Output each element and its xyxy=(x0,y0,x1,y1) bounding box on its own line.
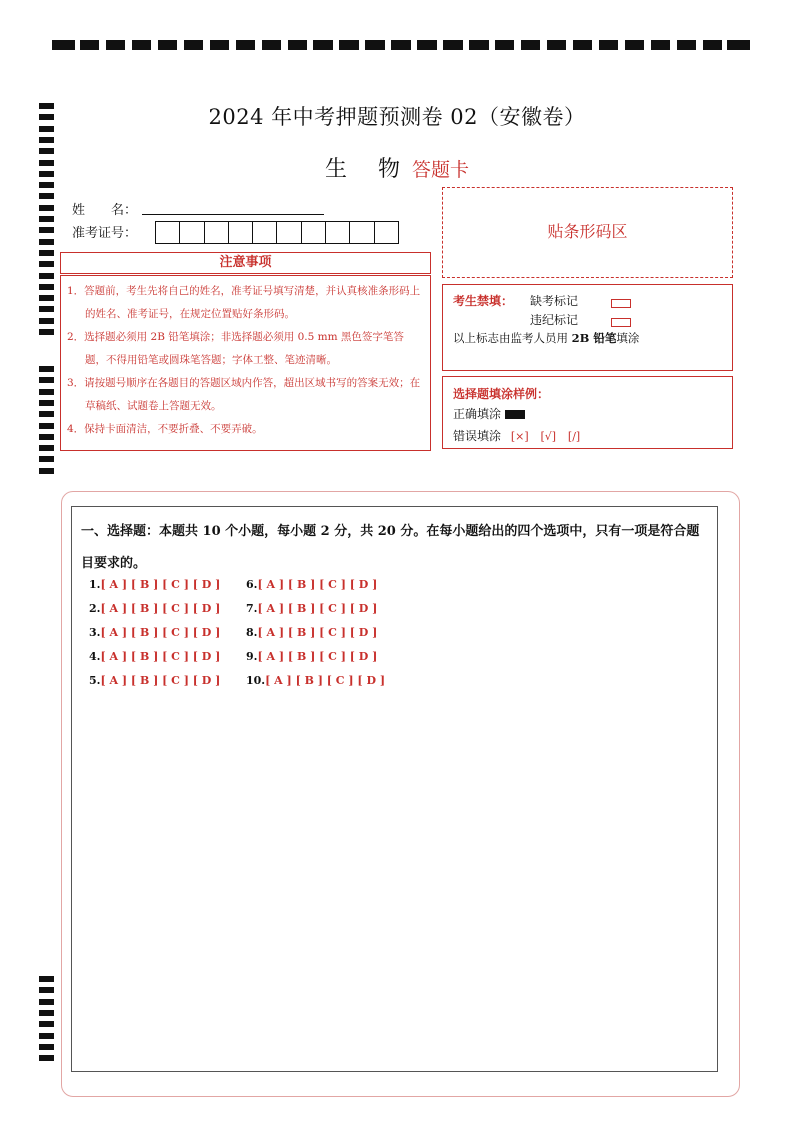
timing-mark xyxy=(210,40,229,50)
timing-mark xyxy=(469,40,488,50)
violation-label: 违纪标记 xyxy=(530,313,579,327)
question-number: 9. xyxy=(246,650,258,663)
answer-options[interactable]: [ A ] [ B ] [ C ] [ D ] xyxy=(257,650,378,663)
section-1-title: 一、选择题：本题共 10 个小题，每小题 2 分，共 20 分。在每小题给出的四个选项中，只有一项是符合题目要求的。 xyxy=(81,524,700,571)
answer-card-label: 答题卡 xyxy=(411,159,469,181)
timing-mark xyxy=(39,377,54,383)
question-row-6[interactable] xyxy=(246,578,377,591)
timing-mark xyxy=(80,40,99,50)
question-number: 5. xyxy=(89,674,101,687)
id-digit-box[interactable] xyxy=(252,221,277,244)
timing-mark xyxy=(52,40,75,50)
question-number: 8. xyxy=(246,626,258,639)
answer-options[interactable]: [ A ] [ B ] [ C ] [ D ] xyxy=(100,602,221,615)
timing-mark xyxy=(703,40,722,50)
timing-mark xyxy=(39,1055,54,1061)
answer-options[interactable]: [ A ] [ B ] [ C ] [ D ] xyxy=(100,626,221,639)
timing-mark xyxy=(39,160,54,166)
answer-options[interactable]: [ A ] [ B ] [ C ] [ D ] xyxy=(100,650,221,663)
notice-item-3: 3．请按题号顺序在各题目的答题区域内作答，超出区域书写的答案无效；在草稿纸、试题卷上答题无效。 xyxy=(67,377,421,412)
timing-mark xyxy=(39,126,54,132)
question-row-7[interactable] xyxy=(246,602,377,615)
timing-mark xyxy=(39,306,54,312)
timing-mark xyxy=(39,295,54,301)
timing-mark xyxy=(236,40,255,50)
timing-mark xyxy=(39,999,54,1005)
timing-mark xyxy=(39,318,54,324)
question-number: 2. xyxy=(89,602,101,615)
question-number: 4. xyxy=(89,650,101,663)
correct-fill-sample xyxy=(505,410,525,419)
id-digit-box[interactable] xyxy=(228,221,253,244)
timing-mark xyxy=(184,40,203,50)
timing-mark xyxy=(677,40,696,50)
timing-mark xyxy=(39,148,54,154)
question-number: 7. xyxy=(246,602,258,615)
answer-options[interactable]: [ A ] [ B ] [ C ] [ D ] xyxy=(257,626,378,639)
absent-label: 缺考标记 xyxy=(530,294,579,308)
correct-fill-row xyxy=(453,405,525,422)
ban-note-post: 填涂 xyxy=(616,331,640,345)
id-digit-box[interactable] xyxy=(204,221,229,244)
notice-item-2: 2．选择题必须用 2B 铅笔填涂；非选择题必须用 0.5 mm 黑色签字笔答题，不得用铅笔或圆珠笔答题；字体工整、笔迹清晰。 xyxy=(67,331,404,366)
timing-mark xyxy=(39,216,54,222)
timing-mark xyxy=(39,976,54,982)
question-row-4[interactable] xyxy=(89,650,220,663)
subject-name: 生 物 xyxy=(324,157,412,182)
timing-mark xyxy=(39,239,54,245)
timing-mark xyxy=(651,40,670,50)
ban-note-bold: 2B 铅笔 xyxy=(571,331,617,345)
question-number: 3. xyxy=(89,626,101,639)
timing-mark xyxy=(443,40,462,50)
id-digit-box[interactable] xyxy=(349,221,374,244)
timing-mark xyxy=(39,261,54,267)
notice-box xyxy=(60,275,431,451)
subject-heading xyxy=(0,152,794,183)
timing-mark xyxy=(158,40,177,50)
timing-mark xyxy=(39,114,54,120)
timing-mark xyxy=(39,411,54,417)
timing-mark xyxy=(39,987,54,993)
name-field[interactable] xyxy=(142,214,324,215)
question-number: 1. xyxy=(89,578,101,591)
timing-mark xyxy=(727,40,750,50)
question-row-3[interactable] xyxy=(89,626,220,639)
timing-mark xyxy=(599,40,618,50)
timing-mark xyxy=(39,400,54,406)
timing-mark xyxy=(39,468,54,474)
id-digit-box[interactable] xyxy=(325,221,350,244)
id-digit-box[interactable] xyxy=(301,221,326,244)
timing-mark xyxy=(417,40,436,50)
violation-mark-box[interactable] xyxy=(611,312,631,331)
question-row-1[interactable] xyxy=(89,578,220,591)
notice-item-1: 1．答题前，考生先将自己的姓名，准考证号填写清楚，并认真核准条形码上的姓名、准考证号，在规定位置贴好条形码。 xyxy=(67,285,421,320)
barcode-area: 贴条形码区 xyxy=(442,187,733,278)
question-row-5[interactable] xyxy=(89,674,220,687)
timing-mark xyxy=(365,40,384,50)
wrong-fill-label: 错误填涂 xyxy=(453,429,502,443)
timing-mark xyxy=(39,182,54,188)
timing-mark xyxy=(625,40,644,50)
id-label: 准考证号： xyxy=(72,226,138,241)
question-row-8[interactable] xyxy=(246,626,377,639)
timing-mark xyxy=(313,40,332,50)
timing-mark xyxy=(39,193,54,199)
ban-note-pre: 以上标志由监考人员用 xyxy=(453,331,572,345)
absent-mark-box[interactable] xyxy=(611,293,631,312)
timing-mark xyxy=(39,103,54,109)
notice-item-4: 4．保持卡面清洁，不要折叠、不要弄破。 xyxy=(67,423,263,435)
question-row-10[interactable] xyxy=(246,674,385,687)
timing-mark xyxy=(288,40,307,50)
timing-mark xyxy=(547,40,566,50)
timing-mark xyxy=(39,1044,54,1050)
answer-options[interactable]: [ A ] [ B ] [ C ] [ D ] xyxy=(257,602,378,615)
name-label: 姓 名： xyxy=(72,203,138,218)
timing-mark xyxy=(39,445,54,451)
ban-box xyxy=(442,284,733,371)
timing-mark xyxy=(391,40,410,50)
fill-sample-box xyxy=(442,376,733,449)
question-number: 10. xyxy=(246,674,266,687)
wrong-mark-cross: [×] xyxy=(510,430,529,443)
timing-mark xyxy=(39,389,54,395)
timing-mark xyxy=(39,227,54,233)
question-row-9[interactable] xyxy=(246,650,377,663)
timing-mark xyxy=(573,40,592,50)
timing-mark xyxy=(39,423,54,429)
timing-mark xyxy=(39,1021,54,1027)
fill-sample-heading: 选择题填涂样例： xyxy=(453,387,550,401)
timing-mark xyxy=(39,273,54,279)
id-digit-box[interactable] xyxy=(179,221,204,244)
timing-mark xyxy=(495,40,514,50)
timing-mark xyxy=(39,1010,54,1016)
correct-fill-label: 正确填涂 xyxy=(453,407,502,421)
question-number: 6. xyxy=(246,578,258,591)
wrong-mark-check: [√] xyxy=(540,430,557,443)
top-timing-marks xyxy=(54,40,748,50)
timing-mark xyxy=(39,171,54,177)
timing-mark xyxy=(39,284,54,290)
ban-heading: 考生禁填： xyxy=(453,294,514,308)
timing-mark xyxy=(39,1033,54,1039)
id-digit-box[interactable] xyxy=(374,221,399,244)
timing-mark xyxy=(39,137,54,143)
id-digit-box[interactable] xyxy=(155,221,180,244)
notice-heading: 注意事项 xyxy=(60,252,431,274)
timing-mark xyxy=(39,366,54,372)
timing-mark xyxy=(132,40,151,50)
timing-mark xyxy=(521,40,540,50)
timing-mark xyxy=(339,40,358,50)
timing-mark xyxy=(39,205,54,211)
timing-mark xyxy=(39,329,54,335)
question-row-2[interactable] xyxy=(89,602,220,615)
answer-options[interactable]: [ A ] [ B ] [ C ] [ D ] xyxy=(100,674,221,687)
id-digit-box[interactable] xyxy=(276,221,301,244)
timing-mark xyxy=(39,434,54,440)
exam-title: 2024 年中考押题预测卷 02（安徽卷） xyxy=(208,105,586,129)
ban-note xyxy=(453,330,639,346)
answer-options[interactable]: [ A ] [ B ] [ C ] [ D ] xyxy=(257,578,378,591)
id-number-boxes[interactable] xyxy=(155,221,398,244)
timing-mark xyxy=(106,40,125,50)
timing-mark xyxy=(262,40,281,50)
timing-mark xyxy=(39,456,54,462)
answer-options[interactable]: [ A ] [ B ] [ C ] [ D ] xyxy=(265,674,386,687)
wrong-mark-slash: [/] xyxy=(567,430,581,443)
answer-options[interactable]: [ A ] [ B ] [ C ] [ D ] xyxy=(100,578,221,591)
timing-mark xyxy=(39,250,54,256)
wrong-fill-row xyxy=(453,427,580,444)
